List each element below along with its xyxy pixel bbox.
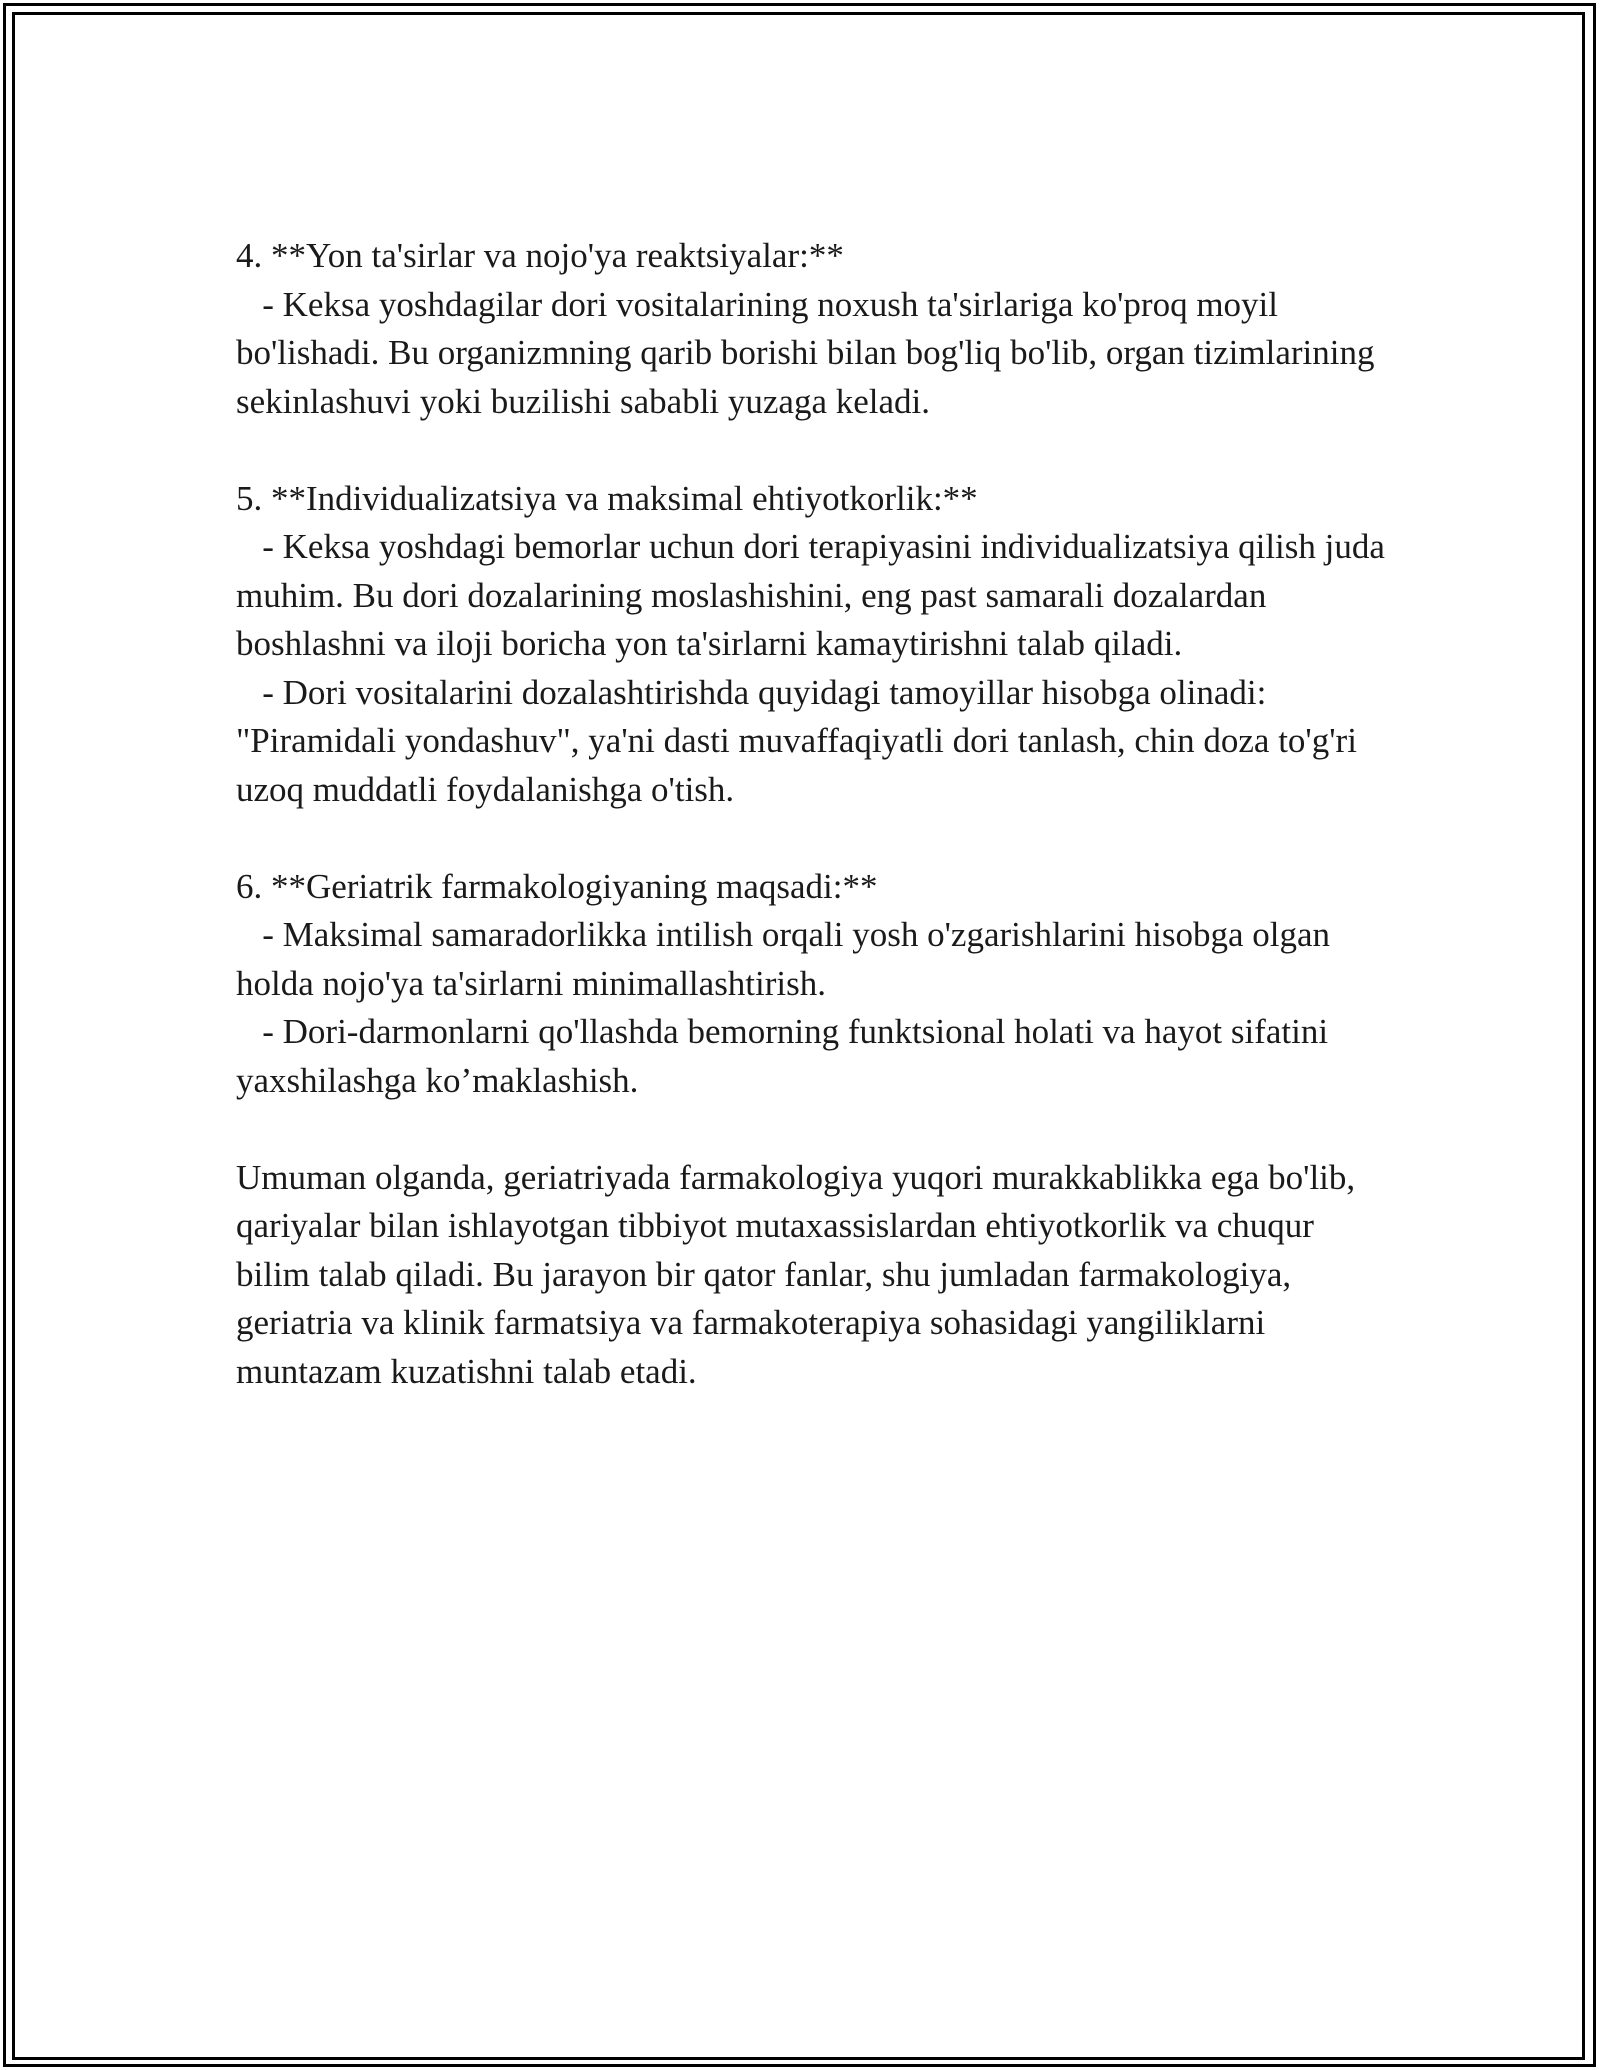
- section-bullet: - Dori-darmonlarni qo'llashda bemorning funktsional holati va hayot sifatini yaxshilashga ko’maklashish.: [236, 1012, 1337, 1100]
- section-individualization: [236, 475, 1396, 815]
- section-bullet: - Keksa yoshdagilar dori vositalarining noxush ta'sirlariga ko'proq moyil bo'lishadi. Bu organizmning qarib borishi bilan bog'liq bo'lib, organ tizimlarining sekinlashuvi yoki buzilishi sababli yuzaga keladi.: [236, 284, 1384, 421]
- section-bullet: - Keksa yoshdagi bemorlar uchun dori terapiyasini individualizatsiya qilish juda muhim. Bu dori dozalarining moslashishini, eng past samarali dozalardan boshlashni va iloji boricha yon ta'sirlarni kamaytirishni talab qiladi.: [236, 527, 1394, 663]
- section-bullet: - Dori vositalarini dozalashtirishda quyidagi tamoyillar hisobga olinadi: "Piramidali yondashuv", ya'ni dasti muvaffaqiyatli dori tanlash, chin doza to'g'ri uzoq muddatli foydalanishga o'tish.: [236, 672, 1366, 809]
- section-bullet: - Maksimal samaradorlikka intilish orqali yosh o'zgarishlarini hisobga olgan holda nojo'ya ta'sirlarni minimallashtirish.: [236, 915, 1339, 1003]
- section-heading: 5. **Individualizatsiya va maksimal ehtiyotkorlik:**: [236, 478, 978, 518]
- paragraph-gap: [236, 814, 1396, 863]
- section-heading: 4. **Yon ta'sirlar va nojo'ya reaktsiyalar:**: [236, 236, 844, 275]
- paragraph-gap: [236, 1105, 1396, 1154]
- section-heading: 6. **Geriatrik farmakologiyaning maqsadi:**: [236, 866, 878, 906]
- paragraph-gap: [236, 426, 1396, 475]
- conclusion-paragraph: Umuman olganda, geriatriyada farmakologiya yuqori murakkablikka ega bo'lib, qariyalar bilan ishlayotgan tibbiyot mutaxassislardan ehtiyotkorlik va chuqur bilim talab qiladi. Bu jarayon bir qator fanlar, shu jumladan farmakologiya, geriatria va klinik farmatsiya va farmakoterapiya sohasidagi yangiliklarni muntazam kuzatishni talab etadi.: [236, 1157, 1364, 1391]
- document-body: [236, 232, 1396, 1396]
- section-side-effects: [236, 232, 1396, 426]
- section-goal: [236, 863, 1396, 1106]
